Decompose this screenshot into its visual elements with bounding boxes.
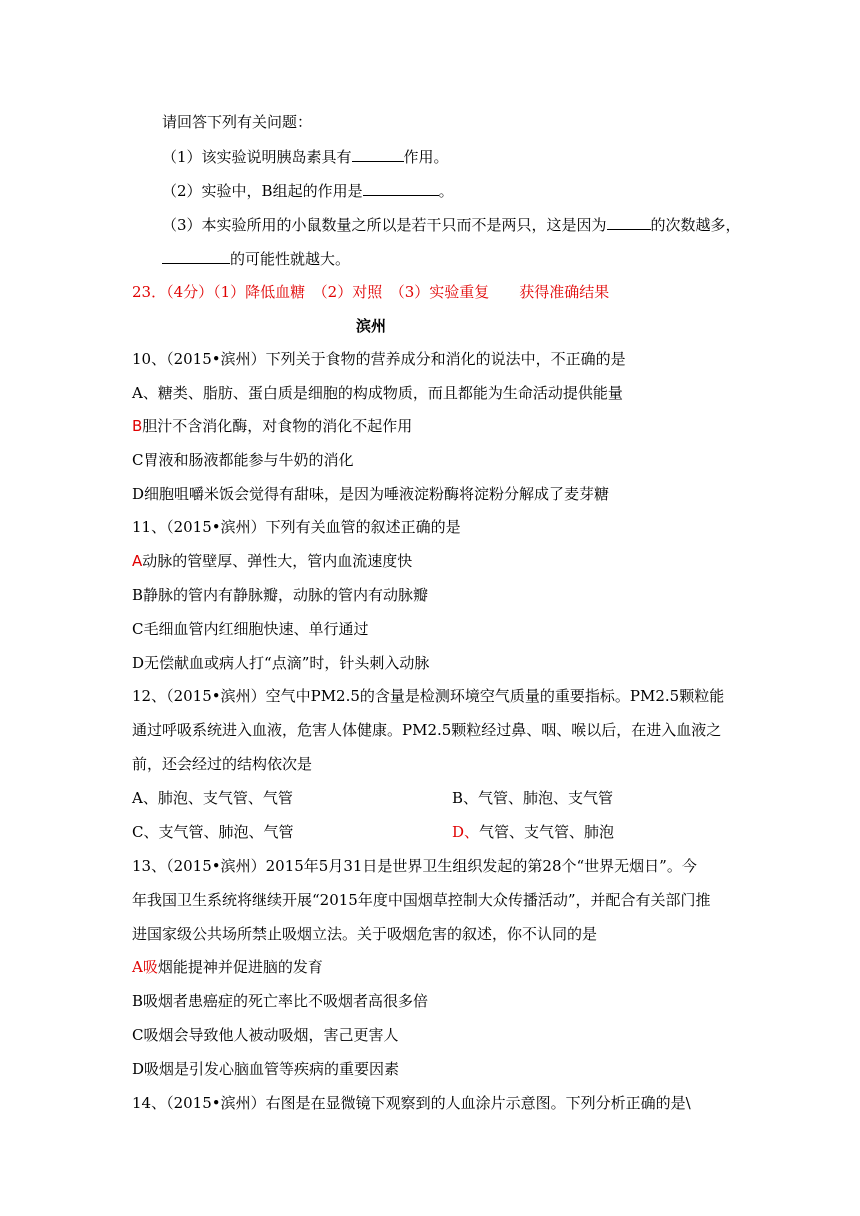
q13-stem-line-3: 进国家级公共场所禁止吸烟立法。关于吸烟危害的叙述，你不认同的是 (132, 925, 598, 943)
q13-option-d: D吸烟是引发心脑血管等疾病的重要因素 (132, 1060, 400, 1078)
q10-option-d: D细胞咀嚼米饭会觉得有甜味，是因为唾液淀粉酶将淀粉分解成了麦芽糖 (132, 485, 610, 503)
q13-option-a-letter: A吸 (132, 958, 158, 976)
q12-option-b: B、气管、肺泡、支气管 (452, 789, 614, 807)
question-1 (162, 146, 449, 166)
q1-text-b: 作用。 (403, 148, 449, 166)
q3-text-b: 的次数越多， (650, 216, 741, 234)
q12-stem-line-2: 通过呼吸系统进入血液，危害人体健康。PM2.5颗粒经过鼻、咽、喉以后，在进入血液之 (132, 721, 722, 739)
q13-option-b: B吸烟者患癌症的死亡率比不吸烟者高很多倍 (132, 992, 429, 1010)
q3-blank-2 (162, 248, 230, 264)
q2-text-b: 。 (438, 182, 454, 200)
section-title: 滨州 (356, 317, 387, 335)
q1-text-a: （1）该实验说明胰岛素具有 (162, 148, 352, 166)
question-3-cont (162, 248, 350, 268)
q1-blank (352, 146, 404, 162)
q12-stem-line-1: 12、（2015•滨州）空气中PM2.5的含量是检测环境空气质量的重要指标。PM2.5颗粒能 (132, 687, 725, 705)
q13-stem-line-2: 年我国卫生系统将继续开展“2015年度中国烟草控制大众传播活动”，并配合有关部门推 (132, 891, 711, 909)
question-3 (162, 214, 741, 234)
q12-option-c: C、支气管、肺泡、气管 (132, 823, 294, 841)
q10-option-b-text: 胆汁不含消化酶，对食物的消化不起作用 (142, 417, 413, 435)
q11-option-a-letter: A (132, 552, 143, 570)
q2-text-a: （2）实验中，B组起的作用是 (162, 182, 363, 200)
q12-stem-line-3: 前，还会经过的结构依次是 (132, 755, 313, 773)
q11-option-c: C毛细血管内红细胞快速、单行通过 (132, 620, 369, 638)
q11-option-a (132, 551, 412, 571)
q10-stem: 10、（2015•滨州）下列关于食物的营养成分和消化的说法中，不正确的是 (132, 350, 626, 368)
q12-option-d-text: 气管、支气管、肺泡 (479, 823, 615, 841)
q11-stem: 11、（2015•滨州）下列有关血管的叙述正确的是 (132, 518, 461, 536)
q13-option-a (132, 957, 323, 977)
q11-option-a-text: 动脉的管壁厚、弹性大，管内血流速度快 (142, 552, 413, 570)
q13-option-a-text: 烟能提神并促进脑的发育 (157, 958, 323, 976)
answer-23: 23．（4分）（1）降低血糖 （2）对照 （3）实验重复 获得准确结果 (132, 283, 610, 301)
q10-option-b (132, 416, 412, 436)
q14-stem: 14、（2015•滨州）右图是在显微镜下观察到的人血涂片示意图。下列分析正确的是\ (132, 1094, 691, 1112)
question-2 (162, 180, 454, 200)
q3-blank-1 (607, 214, 651, 230)
q13-stem-line-1: 13、（2015•滨州）2015年5月31日是世界卫生组织发起的第28个“世界无烟日”。今 (132, 857, 697, 875)
q3-text-a: （3）本实验所用的小鼠数量之所以是若干只而不是两只，这是因为 (162, 216, 607, 234)
q11-option-b: B静脉的管内有静脉瓣，动脉的管内有动脉瓣 (132, 586, 429, 604)
q11-option-d: D无偿献血或病人打“点滴”时，针头刺入动脉 (132, 654, 430, 672)
q10-option-c: C胃液和肠液都能参与牛奶的消化 (132, 451, 354, 469)
q3-text-c: 的可能性就越大。 (230, 250, 351, 268)
q10-option-a: A、糖类、脂肪、蛋白质是细胞的构成物质，而且都能为生命活动提供能量 (132, 384, 623, 402)
intro-prompt: 请回答下列有关问题： (162, 113, 313, 131)
q2-blank (363, 180, 439, 196)
q12-option-d (452, 822, 614, 842)
q10-option-b-letter: B (132, 417, 143, 435)
q12-option-d-letter: D、 (452, 823, 480, 841)
q12-option-a: A、肺泡、支气管、气管 (132, 789, 293, 807)
q13-option-c: C吸烟会导致他人被动吸烟，害己更害人 (132, 1026, 399, 1044)
